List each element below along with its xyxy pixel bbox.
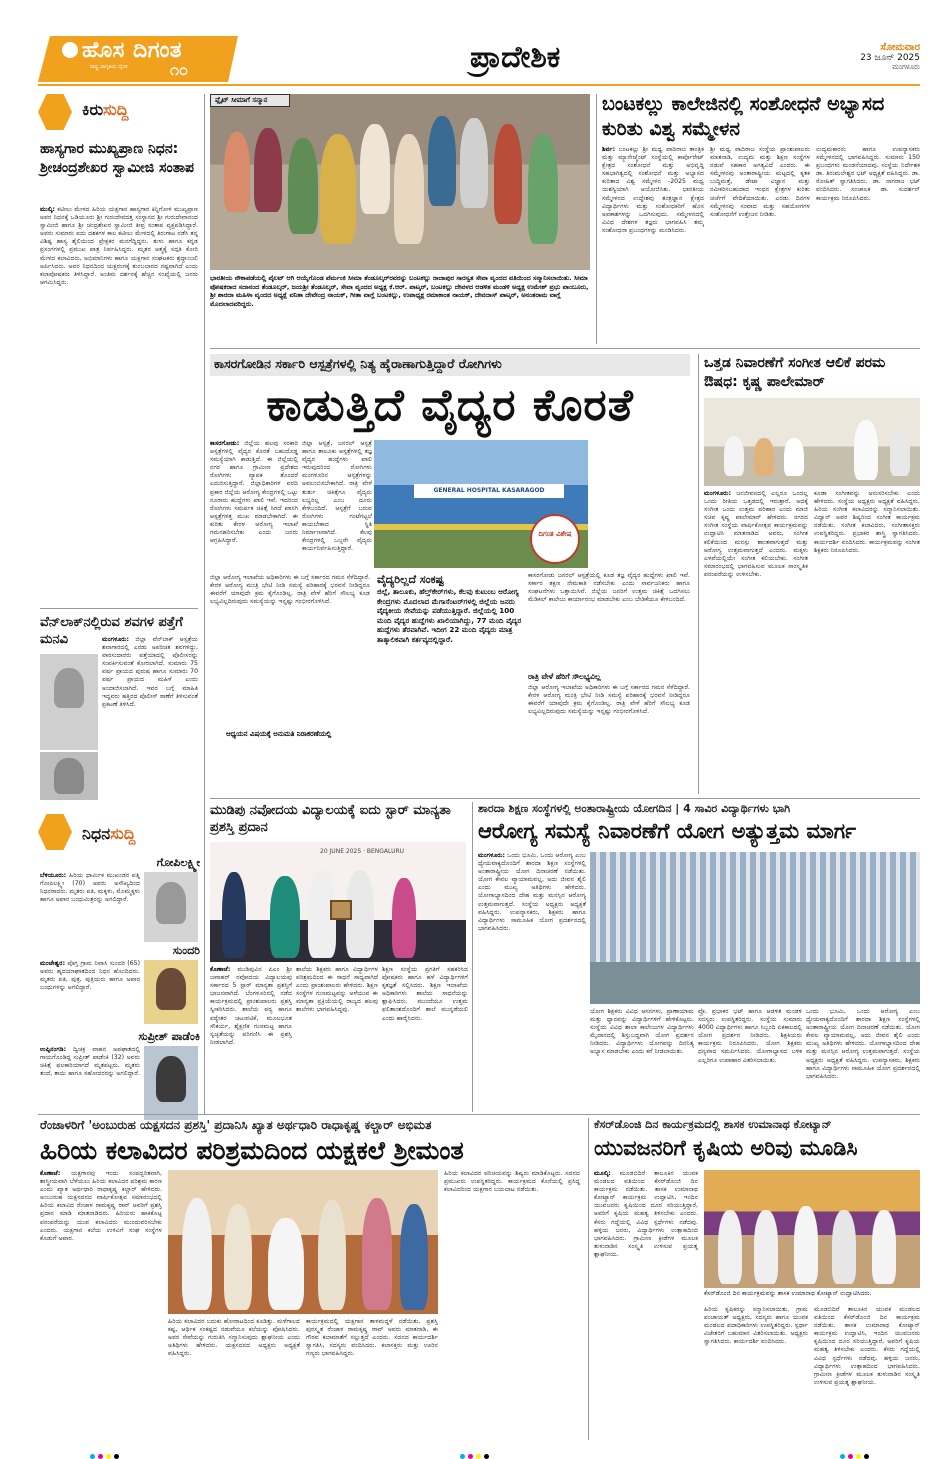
obituary-place: ಮಂಜೇಶ್ವರ: bbox=[40, 960, 66, 967]
music-dateline: ಮಂಗಳೂರು: bbox=[704, 490, 731, 497]
person-silhouette bbox=[854, 420, 878, 480]
hand-point-icon bbox=[38, 94, 72, 130]
doctors-subhead-2: ರಾತ್ರಿ ವೇಳೆ ಹೆರಿಗೆ ಸೌಲಭ್ಯವಿಲ್ಲ bbox=[528, 672, 601, 681]
bantakallu-dateline: ಶಿರ್ವ: bbox=[602, 146, 616, 153]
yoga-ground-photo bbox=[590, 852, 920, 1004]
agri-col3: ಮೂಡಬಿದಿರೆ ತಾಲೂಕಿನ ಯುವಕ ಮಂಡಲದ ವತಿಯಿಂದ ಕೆಸರ್‌ಡೊಂಜಿ ದಿನ ಕಾರ್ಯಕ್ರಮ ನಡೆಯಿತು. ಶಾಸಕ ಉಮಾನಾಥ ಕೋಟ್ಯಾನ್ ಕಾರ್ಯಕ್ರಮ ಉದ್ಘಾಟಿಸಿ, ಇಂದಿನ ಯುವಜನರು ಕೃಷಿಯಿಂದ ದೂರ ಸರಿಯುತ್ತಿದ್ದಾರೆ, ಅವರಿಗೆ ಕೃಷಿಯ ಮಹತ್ವ ತಿಳಿಸಬೇಕು ಎಂದರು. ಕೆಸರು ಗದ್ದೆಯಲ್ಲಿ ವಿವಿಧ ಸ್ಪರ್ಧೆಗಳು ನಡೆದವು. ಹಳ್ಳಿಯ ಜನರು, ವಿದ್ಯಾರ್ಥಿಗಳು ಉತ್ಸಾಹದಿಂದ ಭಾಗವಹಿಸಿದರು. ಗ್ರಾಮೀಣ ಕ್ರೀಡೆಗಳ ಮೂಲಕ ತುಳುನಾಡಿನ ಸಂಸ್ಕೃತಿ ಉಳಿಸುವ ಪ್ರಯತ್ನ ಶ್ಲಾಘನೀಯ. bbox=[814, 1306, 920, 1386]
person-silhouette bbox=[718, 1210, 742, 1284]
deceased-photo-2 bbox=[40, 752, 98, 800]
story1-headline: ಹಾಸ್ಯಗಾರ ಮುಖ್ಯಪ್ರಾಣ ನಿಧನ: ಶ್ರೀಚಂದ್ರಶೇಖರ ಸ್ವಾಮೀಜಿ ಸಂತಾಪ bbox=[40, 141, 195, 176]
person-silhouette bbox=[784, 438, 804, 476]
doctors-kicker: ಕಾಸರಗೋಡಿನ ಸರ್ಕಾರಿ ಆಸ್ಪತ್ರೆಗಳಲ್ಲಿ ನಿತ್ಯ ಹೈರಾಣಾಗುತ್ತಿದ್ದಾರೆ ರೋಗಿಗಳು bbox=[214, 356, 502, 371]
yellow-dot bbox=[106, 1454, 111, 1459]
obituary-name: ಸುಂದರಿ bbox=[172, 944, 200, 957]
person-silhouette bbox=[224, 132, 250, 212]
day-label: ಸೋಮವಾರ bbox=[880, 42, 920, 53]
person-silhouette bbox=[362, 1198, 392, 1310]
music-event-photo bbox=[704, 398, 920, 486]
navodaya-col3: ಶಿಕ್ಷಣ ಸಂಸ್ಥೆಯ ಪ್ರಗತಿಗೆ ಸಹಕರಿಸಿದ ಪೋಷಕರು ಹಾಗೂ ಹಳೆ ವಿದ್ಯಾರ್ಥಿಗಳಿಗೆ ಕೃತಜ್ಞತೆ ಸಲ್ಲಿಸಿದರು. ಶಿಕ್ಷಣ ಇಲಾಖೆಯ ಅಧಿಕಾರಿಗಳು ಶಾಲೆಯ ಸಾಧನೆಯನ್ನು ಶ್ಲಾಘಿಸಿದರು. ಮುಂದೆಯೂ ಉತ್ತಮ ಫಲಿತಾಂಶದೊಂದಿಗೆ ಶಾಲೆ ಮುನ್ನಡೆಯಲಿ ಎಂದು ಹಾರೈಸಿದರು. bbox=[382, 966, 468, 1022]
deceased-photo-1 bbox=[40, 654, 98, 750]
felicitation-caption: ಭಾರತೀಯ ನೌಕಾಪಡೆಯಲ್ಲಿ ಪೈಲಟ್ ಆಗಿ ಆಯ್ಕೆಗೊಂಡ ಪೆರ್ಮಂಕಿ ಸೀಮಾ ತೆಂಡೂಲ್ಕರ್‌ರವರನ್ನು ಬಂಟಕಲ್ಲು ರಾಜಾಪುರ ಸಾರಸ್ವತ ಸೇವಾ ವೃಂದದ ವತಿಯಿಂದ ಸನ್ಮಾನಿಸಲಾಯಿತು. ಸೀಮಾ ಪೋಷಕರಾದ ಸದಾನಂದ ತೆಂಡೂಲ್ಕರ್, ಜಯಶ್ರೀ ತೆಂಡೂಲ್ಕರ್, ಸೇವಾ ವೃಂದದ ಅಧ್ಯಕ್ಷ ಕೆ.ಆರ್. ಪಾಟ್ಕರ್, ಬಂಟಕಲ್ಲು ದೇವಳದ ಆಡಳಿತ ಮಂಡಳಿ ಅಧ್ಯಕ್ಷ ಉಮೇಶ್ ಪ್ರಭು ಪಾಂಬೂರು, ಶ್ರೀ ಶಾರದಾ ಮಹಿಳಾ ವೃಂದದ ಅಧ್ಯಕ್ಷೆ ವನಿತಾ ದೇವೇಂದ್ರ ನಾಯಕ್, ಗೀತಾ ವಾಗ್ಲೆ ಬಂಟಕಲ್ಲು, ಉಪಾಧ್ಯಕ್ಷ ರಮಾಕಾಂತ ನಾಯಕ್, ದೇವದಾಸ್ ಪಾಟ್ಕರ್, ಅನಂತರಾಮ ವಾಗ್ಲೆ ಮೊದಲಾದವರಿದ್ದರು. bbox=[210, 274, 589, 308]
person-silhouette bbox=[400, 1204, 428, 1310]
magenta-dot bbox=[848, 1454, 853, 1459]
yellow-dot bbox=[476, 1454, 481, 1459]
agri-col2: ಹಿರಿಯ ಕೃಷಿಕರನ್ನು ಸನ್ಮಾನಿಸಲಾಯಿತು. ಗ್ರಾಮ ಪಂಚಾಯತ್ ಅಧ್ಯಕ್ಷರು, ಸದಸ್ಯರು ಹಾಗೂ ಯುವಕ ಮಂಡಲದ ಪದಾಧಿಕಾರಿಗಳು ಉಪಸ್ಥಿತರಿದ್ದರು. ಸ್ಪರ್ಧಾ ವಿಜೇತರಿಗೆ ಬಹುಮಾನ ವಿತರಿಸಲಾಯಿತು. ಅಧ್ಯಕ್ಷರು ಸ್ವಾಗತಿಸಿದರು. ಕಾರ್ಯದರ್ಶಿ ವಂದಿಸಿದರು. bbox=[704, 1306, 808, 1346]
yakshagana-col2: ಹಿರಿಯ ಕಲಾವಿದರ ಬದುಕು ಹೋರಾಟದಿಂದ ಕೂಡಿತ್ತು. ಮಳೆಗಾಲದ ಕಷ್ಟ, ಆರ್ಥಿಕ ಸಂಕಷ್ಟದ ನಡುವೆಯೂ ಕಲೆಯನ್ನು ಪೋಷಿಸಿದರು. ಅವರ ಸೇವೆಯನ್ನು ಗುರುತಿಸಿ ಸನ್ಮಾನಿಸುವುದು ಶ್ಲಾಘನೀಯ ಎಂದು ಅತಿಥಿಗಳು ಹೇಳಿದರು. ಯಕ್ಷಸದನದ ಅಧ್ಯಕ್ಷರು ಅಧ್ಯಕ್ಷತೆ ವಹಿಸಿದ್ದರು. bbox=[168, 1318, 300, 1358]
music-text1: ಜನಜೀವನದಲ್ಲಿ ಎಲ್ಲರೂ ಒಂದಲ್ಲ ಒಂದು ರೀತಿಯ ಒತ್ತಡದಲ್ಲಿ ಇರುತ್ತಾರೆ. ಅದಕ್ಕೆ ಸಂಗೀತ ಒಂದು ಉತ್ತಮ ಪರಿಹಾರ ಎಂದು ಮಾಜಿ ಸಚಿವ ಕೃಷ್ಣ ಪಾಲೇಮಾರ್ ಹೇಳಿದರು. ನಗರದ ಸಂಗೀತ ಸಂಸ್ಥೆಯ ವಾರ್ಷಿಕೋತ್ಸವ ಕಾರ್ಯಕ್ರಮವನ್ನು ಉದ್ಘಾಟಿಸಿ ಮಾತನಾಡಿದ ಅವರು, ಸಂಗೀತ ಕಲಿಕೆಯಿಂದ ಮನಸ್ಸು ಶಾಂತವಾಗುತ್ತದೆ ಮತ್ತು ಆರೋಗ್ಯ ಉತ್ತಮವಾಗುತ್ತದೆ ಎಂದರು. ಮಕ್ಕಳು ಎಳವೆಯಲ್ಲಿಯೇ ಸಂಗೀತ ಕಲಿಯಬೇಕು. ಸಂಗೀತ ಸಮಾರಂಭದಲ್ಲಿ ಭಾಗವಹಿಸುವ ಮೂಲಕ ಸಾಂಸ್ಕೃತಿಕ ಪರಂಪರೆಯನ್ನು ಉಳಿಸಬೇಕು. bbox=[704, 490, 808, 578]
nidhana-label-a: ನಿಧನ bbox=[82, 824, 111, 843]
obituary-name: ಸುಪ್ರೀತ್ ಪಾಡೆಂಕಿ bbox=[138, 1030, 200, 1043]
newspaper-tagline: ರಾಷ್ಟ್ರ ಜಾಗೃತಿಯ ದೈನಿಕ bbox=[90, 64, 128, 70]
doctors-box bbox=[376, 572, 524, 740]
date-box bbox=[790, 42, 920, 72]
person-silhouette bbox=[222, 872, 246, 958]
cyan-dot bbox=[840, 1454, 845, 1459]
award-frame bbox=[330, 900, 352, 920]
kiru-suddi-header bbox=[38, 94, 198, 130]
obituary-photo bbox=[144, 872, 198, 942]
lamp-icon bbox=[62, 42, 78, 58]
obituary-body: ಹಿರಿಯ ಧಾರ್ಮಿಕ ಮುಖಂಡರ ಪತ್ನಿ ಗೋಪಿಲಕ್ಷ್ಮೀ (70) ಅವರು ಅಸೌಖ್ಯದಿಂದ ನಿಧನರಾದರು. ಮೃತರು ಪತಿ, ಮಕ್ಕಳು, ಮೊಮ್ಮಕ್ಕಳು ಹಾಗೂ ಅಪಾರ ಬಂಧುಮಿತ್ರರನ್ನು ಅಗಲಿದ್ದಾರೆ. bbox=[40, 872, 140, 904]
city-label: ಮಂಗಳೂರು bbox=[892, 63, 920, 71]
person-silhouette bbox=[268, 1218, 304, 1310]
divider bbox=[38, 1114, 920, 1115]
registration-dots-center bbox=[460, 1444, 492, 1459]
person-silhouette bbox=[254, 128, 282, 212]
bantakallu-col3: ಉದ್ಯಮಕಾರರು ಹಾಗೂ ಉಪನ್ಯಾಸಕರು ಸಮ್ಮೇಳನದಲ್ಲಿ ಭಾಗವಹಿಸಿದ್ದರು. ಸುಮಾರು 150 ಪ್ರಬಂಧಗಳು ಮಂಡನೆಯಾದವು. ಸಂಸ್ಥೆಯ ನಿರ್ದೇಶಕ ಡಾ. ತಿರುಮಲೇಶ್ವರ ಭಟ್ ಅಧ್ಯಕ್ಷತೆ ವಹಿಸಿದ್ದರು. ಡಾ. ರೋಹಿತ್ ಸ್ವಾಗತಿಸಿದರು. ಡಾ. ನಾಗರಾಜ ಭಟ್ ವಂದಿಸಿದರು. ಸಂಚಾಲಕ ಡಾ. ಸುದರ್ಶನ್ ಕಾರ್ಯಕ್ರಮ ನಿರೂಪಿಸಿದರು. bbox=[816, 146, 920, 202]
yoga-col2: ಯೋಗ ಶಿಕ್ಷಕರು ವಿವಿಧ ಆಸನಗಳು, ಪ್ರಾಣಾಯಾಮ ಮತ್ತು ಧ್ಯಾನವನ್ನು ವಿದ್ಯಾರ್ಥಿಗಳಿಗೆ ಹೇಳಿಕೊಟ್ಟರು. ಸಂಸ್ಥೆಯ ವಿವಿಧ ಶಾಲಾ ಕಾಲೇಜುಗಳ ವಿದ್ಯಾರ್ಥಿಗಳು ಮೈದಾನದಲ್ಲಿ ಶಿಸ್ತುಬದ್ಧವಾಗಿ ಯೋಗ ಪ್ರದರ್ಶನ ನೀಡಿದರು. ವಿದ್ಯಾರ್ಥಿಗಳು ಯೋಗವನ್ನು ದಿನನಿತ್ಯ ಅಭ್ಯಾಸ ಮಾಡಬೇಕು ಎಂದು ಕರೆ ನೀಡಲಾಯಿತು. bbox=[590, 1008, 694, 1056]
story2-headline: ವೆನ್‌ಲಾಕ್‌ನಲ್ಲಿರುವ ಶವಗಳ ಪತ್ತೆಗೆ ಮನವಿ bbox=[40, 615, 183, 647]
story2-dateline: ಮಂಗಳೂರು: bbox=[102, 636, 129, 643]
black-dot bbox=[864, 1454, 869, 1459]
story2-text: ಜಿಲ್ಲಾ ವೆನ್‌ಲಾಕ್ ಆಸ್ಪತ್ರೆಯ ಶವಾಗಾರದಲ್ಲಿ ಎರಡು ಅಪರಿಚಿತ ಶವಗಳಿದ್ದು, ವಾರಸುದಾರರು ಪತ್ತೆಯಾದಲ್ಲಿ ಪೊಲೀಸರನ್ನು ಸಂಪರ್ಕಿಸುವಂತೆ ಕೋರಲಾಗಿದೆ. ಸುಮಾರು 75 ವರ್ಷ ಪ್ರಾಯದ ಪುರುಷ ಹಾಗೂ ಸುಮಾರು 70 ವರ್ಷ ಪ್ರಾಯದ ಮಹಿಳೆ ಎಂದು ಅಂದಾಜಿಸಲಾಗಿದೆ. ಇವರ ಬಗ್ಗೆ ಮಾಹಿತಿ ಇದ್ದವರು ಹತ್ತಿರದ ಪೊಲೀಸ್ ಠಾಣೆಗೆ ತಿಳಿಸುವಂತೆ ಪ್ರಕಟಣೆ ತಿಳಿಸಿದೆ. bbox=[102, 636, 198, 708]
agri-headline: ಯುವಜನರಿಗೆ ಕೃಷಿಯ ಅರಿವು ಮೂಡಿಸಿ bbox=[594, 1136, 858, 1160]
yoga-headline: ಆರೋಗ್ಯ ಸಮಸ್ಯೆ ನಿವಾರಣೆಗೆ ಯೋಗ ಅತ್ಯುತ್ತಮ ಮಾರ್ಗ bbox=[478, 819, 856, 843]
obituary-3 bbox=[40, 1030, 200, 1124]
date-label: 23 ಜೂನ್ 2025 bbox=[860, 53, 920, 63]
kesardonji-photo bbox=[704, 1170, 920, 1288]
person-silhouette bbox=[392, 878, 416, 958]
yakshagana-col3: ಕಾರ್ಯಕ್ರಮದಲ್ಲಿ ಯಕ್ಷಗಾನ ತಾಳಮದ್ದಳೆ ನಡೆಯಿತು. ಪ್ರಶಸ್ತಿ ಪುರಸ್ಕೃತ ರೆಂಜಾಳ ರಾಮಕೃಷ್ಣ ರಾವ್ ಅವರು ಮಾತನಾಡಿ, ಈ ಗೌರವ ಕಲಾಮಾತೆಗೆ ಸಲ್ಲುತ್ತದೆ ಎಂದರು. ಸದನದ ಕಾರ್ಯದರ್ಶಿ ಸ್ವಾಗತಿಸಿ, ಸದಸ್ಯರು ವಂದಿಸಿದರು. ಕಲಾಸಕ್ತರು ಮತ್ತು ಊರಿನ ಗಣ್ಯರು ಭಾಗವಹಿಸಿದ್ದರು. bbox=[306, 1318, 438, 1358]
person-silhouette bbox=[224, 1204, 252, 1310]
digantha-special-badge: ದಿಗಂತ ವಿಶೇಷ bbox=[530, 514, 580, 564]
yoga-col3: ಪ್ರೊ. ಪ್ರಭಾಕರ ಭಟ್ ಹಾಗೂ ಆಡಳಿತ ಮಂಡಳಿ ಸದಸ್ಯರು ಉಪಸ್ಥಿತರಿದ್ದರು. ಸಂಸ್ಥೆಯ ಸುಮಾರು 4000 ವಿದ್ಯಾರ್ಥಿಗಳು ಹಾಗೂ ಸಿಬ್ಬಂದಿ ಏಕಕಾಲದಲ್ಲಿ ಯೋಗ ಪ್ರದರ್ಶನ ನೀಡಿದರು. ಶಿಕ್ಷಕಿಯರು ಕಾರ್ಯಕ್ರಮ ನಿರೂಪಿಸಿದರು. ಯೋಗ ಶಿಕ್ಷಕರು ಧನ್ಯವಾದ ಸಮರ್ಪಿಸಿದರು. ಯೋಗಾಭ್ಯಾಸದ ಬಳಿಕ ಎಲ್ಲರಿಗೂ ಉಪಾಹಾರ ವಿತರಿಸಲಾಯಿತು. bbox=[698, 1008, 802, 1064]
person-silhouette bbox=[754, 438, 774, 476]
person-silhouette bbox=[494, 124, 522, 224]
story1-dateline: ಮುಲ್ಕಿ: bbox=[40, 206, 55, 213]
yakshagana-headline: ಹಿರಿಯ ಕಲಾವಿದರ ಪರಿಶ್ರಮದಿಂದ ಯಕ್ಷಕಲೆ ಶ್ರೀಮಂತ bbox=[40, 1136, 464, 1165]
photo-banner: 20 JUNE 2025 · BENGALURU bbox=[320, 848, 405, 855]
ground bbox=[590, 962, 920, 1004]
doctors-col3: ಕಾಸರಗೋಡು ಜನರಲ್ ಆಸ್ಪತ್ರೆಯಲ್ಲಿ ಕೂಡ ತಜ್ಞ ವೈದ್ಯರ ಹುದ್ದೆಗಳು ಖಾಲಿ ಇವೆ. ಸರ್ಕಾರ ತಕ್ಷಣ ನೇಮಕಾತಿ ನಡೆಸಬೇಕು ಎಂದು ಸಾರ್ವಜನಿಕರು ಹಾಗೂ ಸಂಘಟನೆಗಳು ಒತ್ತಾಯಿಸಿವೆ. ಜಿಲ್ಲೆಯ ಜನರಿಗೆ ಉತ್ತಮ ಚಿಕಿತ್ಸೆ ಒದಗಿಸಲು ಮೆಡಿಕಲ್ ಕಾಲೇಜು ಕಾರ್ಯಾರಂಭ ಮಾಡಬೇಕು ಎಂಬ ಬೇಡಿಕೆಯೂ ಕೇಳಿಬಂದಿದೆ. bbox=[528, 572, 690, 604]
felicitation-photo bbox=[210, 94, 590, 270]
obituary-2 bbox=[40, 944, 200, 1026]
doctors-dateline: ಕಾಸರಗೋಡು: bbox=[210, 440, 240, 447]
person-silhouette bbox=[156, 968, 186, 1010]
hospital-sign: GENERAL HOSPITAL KASARAGOD bbox=[414, 484, 564, 498]
person-silhouette bbox=[872, 1210, 896, 1284]
doctors-text1: ಜಿಲ್ಲೆಯ ಹಲವು ಸರಕಾರಿ ಆಸ್ಪತ್ರೆಗಳಲ್ಲಿ ವೈದ್ಯರ ಕೊರತೆ ಬಹುದೊಡ್ಡ ಸಮಸ್ಯೆಯಾಗಿ ಕಾಡುತ್ತಿದೆ. ಈ ಜಿಲ್ಲೆಯಲ್ಲಿ ನಗರ ಹಾಗೂ ಗ್ರಾಮೀಣ ಪ್ರದೇಶದ ರೋಗಿಗಳು ವ್ಯಾಪಕ ತೊಂದರೆ ಎದುರಿಸುತ್ತಿದ್ದಾರೆ. ಜಿಲ್ಲಾಧಿಕಾರಿಗಳ ವರದಿ ಪ್ರಕಾರ ಜಿಲ್ಲೆಯ ಆರೋಗ್ಯ ಕೇಂದ್ರಗಳಲ್ಲಿ ಒಟ್ಟು ನೂರಾರು ಹುದ್ದೆಗಳು ಖಾಲಿ ಇವೆ. ಇದರಿಂದ ರೋಗಿಗಳು ಸಮರ್ಪಕ ಚಿಕಿತ್ಸೆ ಸಿಗದೆ ಖಾಸಗಿ ಆಸ್ಪತ್ರೆಗಳತ್ತ ಮುಖ ಮಾಡಬೇಕಾಗಿದೆ. ಈ ಕುರಿತು ಕೇರಳ ಆರೋಗ್ಯ ಇಲಾಖೆ ಗಮನಹರಿಸಬೇಕು ಎಂದು ಜನರು ಆಗ್ರಹಿಸಿದ್ದಾರೆ. bbox=[210, 440, 298, 545]
agri-caption: ಕೆಸರ್‌ಡೊಂಜಿ ದಿನ ಕಾರ್ಯಕ್ರಮವನ್ನು ಶಾಸಕ ಉಮಾನಾಥ ಕೋಟ್ಯಾನ್ ಉದ್ಘಾಟಿಸಿದರು. bbox=[704, 1290, 872, 1297]
person-silhouette bbox=[428, 116, 456, 206]
obituary-body: ದ್ವಿಚಕ್ರ ವಾಹನ ಅಪಘಾತದಲ್ಲಿ ಗಾಯಗೊಂಡಿದ್ದ ಸುಪ್ರೀತ್ ಪಾಡೆಂಕಿ (32) ಅವರು ಚಿಕಿತ್ಸೆ ಫಲಕಾರಿಯಾಗದೆ ಮೃತಪಟ್ಟರು. ಮೃತರು ತಂದೆ, ತಾಯಿ ಹಾಗೂ ಸಹೋದರರನ್ನು ಅಗಲಿದ್ದಾರೆ. bbox=[40, 1046, 140, 1078]
agri-col1 bbox=[594, 1170, 698, 1440]
newspaper-title: ಹೊಸ ದಿಗಂತ bbox=[82, 38, 183, 63]
photo-tag: ಪ್ಲೈಟ್ ಸೀಮಾಗೆ ಸನ್ಮಾನ bbox=[210, 94, 290, 107]
yoga-kicker: ಶಾರದಾ ಶಿಕ್ಷಣ ಸಂಸ್ಥೆಗಳಲ್ಲಿ ಅಂತಾರಾಷ್ಟ್ರೀಯ ಯೋಗದಿನ | 4 ಸಾವಿರ ವಿದ್ಯಾರ್ಥಿಗಳು ಭಾಗಿ bbox=[478, 802, 791, 815]
obituary-place: ಬೆಳಿಯೂರು: bbox=[40, 872, 67, 879]
page-number: ೧೦ bbox=[170, 60, 188, 79]
story1-body bbox=[40, 206, 198, 606]
music-col2: ಕೂಡಾ ಸಂಗೀತವನ್ನು ಅನುಸರಿಸಬೇಕು ಎಂದು ಹೇಳಿದರು. ಸಂಸ್ಥೆಯ ಅಧ್ಯಕ್ಷರು ಅಧ್ಯಕ್ಷತೆ ವಹಿಸಿದ್ದರು. ಹಿರಿಯ ಸಂಗೀತ ಕಲಾವಿದರನ್ನು ಸನ್ಮಾನಿಸಲಾಯಿತು. ವಿದ್ವಾನ್ ಅವರ ಶಿಷ್ಯರಿಂದ ಸಂಗೀತ ಕಾರ್ಯಕ್ರಮ ನಡೆಯಿತು. ಸಂಗೀತ ಕಲಾವಿದರು, ಸಂಗೀತಾಸಕ್ತರು ಉಪಸ್ಥಿತರಿದ್ದರು. ಪ್ರಭಾಕರ ಶಾಸ್ತ್ರಿ ಸ್ವಾಗತಿಸಿದರು. ಕಾರ್ಯದರ್ಶಿ ವಂದಿಸಿದರು. ಕಾರ್ಯಕ್ರಮವನ್ನು ಸಂಗೀತ ಶಿಕ್ಷಕರು ನಿರೂಪಿಸಿದರು. bbox=[814, 490, 920, 554]
obituary-1 bbox=[40, 856, 200, 938]
divider bbox=[210, 348, 920, 349]
obituary-text bbox=[40, 1046, 140, 1124]
navodaya-headline: ಮುಡಿಪು ನವೋದಯ ವಿದ್ಯಾಲಯಕ್ಕೆ ಐದು ಸ್ಟಾರ್ ಮಾನ್ಯತಾ ಪ್ರಶಸ್ತಿ ಪ್ರದಾನ bbox=[210, 803, 451, 835]
yoga-dateline: ಮಂಗಳೂರು: bbox=[478, 852, 505, 859]
doctors-headline: ಕಾಡುತ್ತಿದೆ ವೈದ್ಯರ ಕೊರತೆ bbox=[266, 380, 634, 431]
person-silhouette bbox=[832, 1210, 856, 1284]
obituary-text bbox=[40, 872, 140, 938]
section-title: ಪ್ರಾದೇಶಿಕ bbox=[470, 40, 561, 75]
person-silhouette bbox=[890, 430, 910, 476]
doctors-subhead-1: ಆಧ್ಯಯನ ವಿಷಯಕ್ಕೆ ಅನುಮತಿ ನಿರಾಕರಣೆಯಲ್ಲಿ bbox=[226, 730, 332, 738]
nidhana-suddi-header bbox=[38, 814, 198, 854]
bantakallu-text1: ಬಂಟಕಲ್ಲು ಶ್ರೀ ಮಧ್ವ ವಾದಿರಾಜ ತಾಂತ್ರಿಕ ಮತ್ತು ಮ್ಯಾನೇಜ್ಮೆಂಟ್ ಸಂಸ್ಥೆಯಲ್ಲಿ ಕಾರ್ಪೊರೇಟ್ ಕ್ಷೇತ್ರದ ಸಂಶೋಧನೆ ಮತ್ತು ಅಭಿವೃದ್ಧಿ ಸಹಭಾಗಿತ್ವದಲ್ಲಿ ಸಂಶೋಧನೆ ಮತ್ತು ಅಭ್ಯಾಸದ ಕುರಿತಾದ ವಿಶ್ವ ಸಮ್ಮೇಳನ -2025 ಮಧ್ವ ಯಶಸ್ವಿಯಾಗಿ ಆಯೋಜಿಸಿತು. ಭಾರತೀಯ ಸಮ್ಮೇಳನದ ಉದ್ದೇಶವು ತಂತ್ರಜ್ಞಾನ ಕ್ಷೇತ್ರದ ವಿದ್ಯಾರ್ಥಿಗಳು ಮತ್ತು ಸಂಶೋಧಕರಿಗೆ ಹೊಸ ಅವಕಾಶಗಳನ್ನು ಒದಗಿಸುವುದು. ಸಮ್ಮೇಳನದಲ್ಲಿ ವಿವಿಧ ದೇಶಗಳ ತಜ್ಞರು ಭಾಗವಹಿಸಿ ತಮ್ಮ ಸಂಶೋಧನಾ ಪ್ರಬಂಧಗಳನ್ನು ಮಂಡಿಸಿದರು. bbox=[602, 146, 704, 234]
registration-dots-left bbox=[90, 1444, 122, 1459]
person-silhouette bbox=[724, 436, 744, 476]
person-silhouette bbox=[156, 882, 186, 924]
agri-dateline: ಮೂಲ್ಕಿ: bbox=[594, 1170, 611, 1177]
person-silhouette bbox=[394, 134, 424, 244]
obituary-name: ಗೋಪಿಲಕ್ಷ್ಮೀ bbox=[156, 856, 200, 869]
kiru-label-b: ಸುದ್ದಿ bbox=[103, 100, 129, 119]
column-rule bbox=[204, 94, 205, 1114]
person-silhouette bbox=[270, 876, 300, 958]
navodaya-col2: ಶಾಲೆಯ ಶಿಕ್ಷಕರು ಹಾಗೂ ವಿದ್ಯಾರ್ಥಿಗಳ ಪರಿಶ್ರಮದಿಂದ ಈ ಸಾಧನೆ ಸಾಧ್ಯವಾಗಿದೆ ಎಂದು ಪ್ರಾಂಶುಪಾಲರು ಹೇಳಿದರು. ಶಿಕ್ಷಣ ಸಂಸ್ಥೆಗಳ ಗುಣಮಟ್ಟವನ್ನು ಅಳೆಯುವ ಈ ಮಾನ್ಯತಾ ಪ್ರಕ್ರಿಯೆಯಲ್ಲಿ ರಾಜ್ಯದ ಹಲವು ಶಾಲೆಗಳು ಭಾಗವಹಿಸಿದ್ದವು. bbox=[296, 966, 378, 1014]
yakshagana-dateline: ಕೊಣಾಜೆ: bbox=[40, 1170, 61, 1177]
person-silhouette bbox=[360, 124, 390, 214]
yakshagana-kicker: ರೆಂಜಾಳರಿಗೆ 'ಅಂಬುರುಹ ಯಕ್ಷಸದನ ಪ್ರಶಸ್ತಿ' ಪ್ರದಾನಿಸಿ ಖ್ಯಾತ ಅರ್ಥಧಾರಿ ರಾಧಾಕೃಷ್ಣ ಕಲ್ಚಾರ್ ಅಭಿಮತ bbox=[40, 1118, 432, 1132]
doctors-box-title: ವೈದ್ಯರಿಲ್ಲದೆ ಸಂಕಷ್ಟ bbox=[377, 573, 444, 586]
navodaya-award-photo bbox=[210, 842, 466, 962]
yoga-col1 bbox=[478, 852, 586, 1104]
music-col1 bbox=[704, 490, 808, 794]
navodaya-col1 bbox=[210, 966, 292, 1106]
column-rule bbox=[588, 1118, 589, 1440]
person-silhouette bbox=[54, 668, 84, 708]
kiru-label-a: ಕಿರು bbox=[82, 100, 104, 119]
column-rule bbox=[472, 802, 473, 1112]
person-silhouette bbox=[460, 118, 488, 208]
divider bbox=[210, 798, 920, 799]
registration-dots-right bbox=[840, 1444, 872, 1459]
obituary-photo bbox=[144, 960, 198, 1024]
yellow-dot bbox=[856, 1454, 861, 1459]
person-silhouette bbox=[156, 1056, 186, 1102]
doctors-col4: ಜಿಲ್ಲಾ ಆರೋಗ್ಯ ಇಲಾಖೆಯ ಅಧಿಕಾರಿಗಳು ಈ ಬಗ್ಗೆ ಸರ್ಕಾರದ ಗಮನ ಸೆಳೆದಿದ್ದಾರೆ. ಕೇರಳ ಆರೋಗ್ಯ ಮಂತ್ರಿ ಭೇಟಿ ನೀಡಿ ಸಮಸ್ಯೆ ಪರಿಹಾರಕ್ಕೆ ಭರವಸೆ ನೀಡಿದ್ದರೂ ಈವರೆಗೆ ಯಾವುದೇ ಕ್ರಮ ಕೈಗೊಂಡಿಲ್ಲ. ರಾತ್ರಿ ವೇಳೆ ಹೆರಿಗೆ ಸೌಲಭ್ಯ ಕೂಡ ಲಭ್ಯವಿಲ್ಲದಿರುವುದು ಸಮಸ್ಯೆಯನ್ನು ಇನ್ನಷ್ಟು ಗಂಭೀರಗೊಳಿಸಿದೆ. bbox=[528, 684, 690, 716]
person-silhouette bbox=[182, 1198, 212, 1310]
magenta-dot bbox=[98, 1454, 103, 1459]
divider bbox=[40, 608, 198, 609]
cyan-dot bbox=[90, 1454, 95, 1459]
person-silhouette bbox=[794, 1206, 818, 1284]
obituary-text bbox=[40, 960, 140, 1026]
person-silhouette bbox=[318, 1200, 346, 1310]
doctors-col2-bottom: ಜಿಲ್ಲಾ ಆರೋಗ್ಯ ಇಲಾಖೆಯ ಅಧಿಕಾರಿಗಳು ಈ ಬಗ್ಗೆ ಸರ್ಕಾರದ ಗಮನ ಸೆಳೆದಿದ್ದಾರೆ. ಕೇರಳ ಆರೋಗ್ಯ ಮಂತ್ರಿ ಭೇಟಿ ನೀಡಿ ಸಮಸ್ಯೆ ಪರಿಹಾರಕ್ಕೆ ಭರವಸೆ ನೀಡಿದ್ದರೂ ಈವರೆಗೆ ಯಾವುದೇ ಕ್ರಮ ಕೈಗೊಂಡಿಲ್ಲ. ರಾತ್ರಿ ವೇಳೆ ಹೆರಿಗೆ ಸೌಲಭ್ಯ ಕೂಡ ಲಭ್ಯವಿಲ್ಲದಿರುವುದು ಸಮಸ್ಯೆಯನ್ನು ಇನ್ನಷ್ಟು ಗಂಭೀರಗೊಳಿಸಿದೆ. bbox=[210, 574, 370, 606]
obituary-place: ಉಪ್ಪಿನಂಗಡಿ: bbox=[40, 1046, 67, 1053]
magenta-dot bbox=[468, 1454, 473, 1459]
story2-body bbox=[102, 636, 198, 806]
column-rule bbox=[698, 354, 699, 794]
obituary-photo bbox=[144, 1046, 198, 1120]
story1-text: ಕಟೀಲು ಮೇಳದ ಹಿರಿಯ ಯಕ್ಷಗಾನ ಹಾಸ್ಯಗಾರ ಕಿನ್ನಿಗೋಳಿ ಮುಖ್ಯಪ್ರಾಣ ಅವರ ನಿಧನಕ್ಕೆ ಒಡಿಯೂರು ಶ್ರೀ ಗುರುದೇವದತ್ತ ಸಂಸ್ಥಾನದ ಶ್ರೀ ಗುರುದೇವಾನಂದ ಸ್ವಾಮೀಜಿ ಹಾಗೂ ಶ್ರೀ ಚಂದ್ರಶೇಖರ ಸ್ವಾಮೀಜಿ ತೀವ್ರ ಸಂತಾಪ ವ್ಯಕ್ತಪಡಿಸಿದ್ದಾರೆ. ಅವರು ಸುಮಾರು ಐದು ದಶಕಗಳ ಕಾಲ ಕಟೀಲು ಮೇಳದಲ್ಲಿ ತಿರುಗಾಟ ನಡೆಸಿ ತನ್ನ ವಿಶಿಷ್ಟ ಹಾಸ್ಯ ಶೈಲಿಯಿಂದ ಪ್ರೇಕ್ಷಕರ ಮನಗೆದ್ದಿದ್ದರು. ತುಳು ಹಾಗೂ ಕನ್ನಡ ಪ್ರಸಂಗಗಳಲ್ಲಿ ಪ್ರಮುಖ ಪಾತ್ರ ನಿರ್ವಹಿಸಿದ್ದರು. ಮೃತರ ಆತ್ಮಕ್ಕೆ ಸದ್ಗತಿ ಕೋರಿ ಮೇಳದ ಕಲಾವಿದರು, ಅಭಿಮಾನಿಗಳು ಹಾಗೂ ಯಕ್ಷಗಾನ ಸಂಘಟಕರು ಶ್ರದ್ಧಾಂಜಲಿ ಅರ್ಪಿಸಿದರು. ಅವರ ನಿಧನದಿಂದ ಯಕ್ಷರಂಗಕ್ಕೆ ತುಂಬಲಾರದ ನಷ್ಟವಾಗಿದೆ ಎಂದು ಕಲಾಪೋಷಕರು ತಿಳಿಸಿದ್ದಾರೆ. ಅಂತಿಮ ದರ್ಶನಕ್ಕೆ ಹೆಚ್ಚಿನ ಸಂಖ್ಯೆಯಲ್ಲಿ ಜನರು ಆಗಮಿಸಿದ್ದರು. bbox=[40, 206, 198, 286]
yoga-text1: ಒಂದು ಭೂಮಿ, ಒಂದು ಆರೋಗ್ಯ ಎಂಬ ಧ್ಯೇಯವಾಕ್ಯದೊಂದಿಗೆ ಶಾರದಾ ಶಿಕ್ಷಣ ಸಂಸ್ಥೆಗಳಲ್ಲಿ ಅಂತಾರಾಷ್ಟ್ರೀಯ ಯೋಗ ದಿನಾಚರಣೆ ನಡೆಯಿತು. ಯೋಗ ಕೇವಲ ವ್ಯಾಯಾಮವಲ್ಲ, ಅದು ಜೀವನ ಶೈಲಿ ಎಂದು ಮುಖ್ಯ ಅತಿಥಿಗಳು ಹೇಳಿದರು. ಯೋಗಾಭ್ಯಾಸದಿಂದ ದೇಹ ಮತ್ತು ಮನಸ್ಸಿನ ಆರೋಗ್ಯ ಉತ್ತಮವಾಗುತ್ತದೆ. ಸಂಸ್ಥೆಯ ಅಧ್ಯಕ್ಷರು ಅಧ್ಯಕ್ಷತೆ ವಹಿಸಿದ್ದರು. ಉಪನ್ಯಾಸಕರು, ಶಿಕ್ಷಕರು ಹಾಗೂ ವಿದ್ಯಾರ್ಥಿಗಳು ಸಾಮೂಹಿಕ ಯೋಗ ಪ್ರದರ್ಶನದಲ್ಲಿ ಭಾಗವಹಿಸಿದರು. bbox=[478, 852, 586, 932]
yoga-col4: ಒಂದು ಭೂಮಿ, ಒಂದು ಆರೋಗ್ಯ ಎಂಬ ಧ್ಯೇಯವಾಕ್ಯದೊಂದಿಗೆ ಶಾರದಾ ಶಿಕ್ಷಣ ಸಂಸ್ಥೆಗಳಲ್ಲಿ ಅಂತಾರಾಷ್ಟ್ರೀಯ ಯೋಗ ದಿನಾಚರಣೆ ನಡೆಯಿತು. ಯೋಗ ಕೇವಲ ವ್ಯಾಯಾಮವಲ್ಲ, ಅದು ಜೀವನ ಶೈಲಿ ಎಂದು ಮುಖ್ಯ ಅತಿಥಿಗಳು ಹೇಳಿದರು. ಯೋಗಾಭ್ಯಾಸದಿಂದ ದೇಹ ಮತ್ತು ಮನಸ್ಸಿನ ಆರೋಗ್ಯ ಉತ್ತಮವಾಗುತ್ತದೆ. ಸಂಸ್ಥೆಯ ಅಧ್ಯಕ್ಷರು ಅಧ್ಯಕ್ಷತೆ ವಹಿಸಿದ್ದರು. ಉಪನ್ಯಾಸಕರು, ಶಿಕ್ಷಕರು ಹಾಗೂ ವಿದ್ಯಾರ್ಥಿಗಳು ಸಾಮೂಹಿಕ ಯೋಗ ಪ್ರದರ್ಶನದಲ್ಲಿ ಭಾಗವಹಿಸಿದರು. bbox=[806, 1008, 920, 1080]
agri-text1: ಮೂಡಬಿದಿರೆ ತಾಲೂಕಿನ ಯುವಕ ಮಂಡಲದ ವತಿಯಿಂದ ಕೆಸರ್‌ಡೊಂಜಿ ದಿನ ಕಾರ್ಯಕ್ರಮ ನಡೆಯಿತು. ಶಾಸಕ ಉಮಾನಾಥ ಕೋಟ್ಯಾನ್ ಕಾರ್ಯಕ್ರಮ ಉದ್ಘಾಟಿಸಿ, ಇಂದಿನ ಯುವಜನರು ಕೃಷಿಯಿಂದ ದೂರ ಸರಿಯುತ್ತಿದ್ದಾರೆ, ಅವರಿಗೆ ಕೃಷಿಯ ಮಹತ್ವ ತಿಳಿಸಬೇಕು ಎಂದರು. ಕೆಸರು ಗದ್ದೆಯಲ್ಲಿ ವಿವಿಧ ಸ್ಪರ್ಧೆಗಳು ನಡೆದವು. ಹಳ್ಳಿಯ ಜನರು, ವಿದ್ಯಾರ್ಥಿಗಳು ಉತ್ಸಾಹದಿಂದ ಭಾಗವಹಿಸಿದರು. ಗ್ರಾಮೀಣ ಕ್ರೀಡೆಗಳ ಮೂಲಕ ತುಳುನಾಡಿನ ಸಂಸ್ಕೃತಿ ಉಳಿಸುವ ಪ್ರಯತ್ನ ಶ್ಲಾಘನೀಯ. bbox=[594, 1170, 698, 1258]
black-dot bbox=[114, 1454, 119, 1459]
navodaya-text1: ಮುಡಿಪುವಿನ ಪಿಎಂ ಶ್ರೀ ಜವಾಹರ್ ನವೋದಯ ವಿದ್ಯಾಲಯವು ಸರ್ಕಾರದ 5 ಸ್ಟಾರ್ ಮಾನ್ಯತಾ ಪ್ರಶಸ್ತಿಗೆ ಭಾಜನವಾಗಿದೆ. ಬೆಂಗಳೂರಿನಲ್ಲಿ ನಡೆದ ಕಾರ್ಯಕ್ರಮದಲ್ಲಿ ಪ್ರಾಂಶುಪಾಲರು ಪ್ರಶಸ್ತಿ ಸ್ವೀಕರಿಸಿದರು. ಶಾಲೆಯ ಪಠ್ಯ ಹಾಗೂ ಪಠ್ಯೇತರ ಚಟುವಟಿಕೆ, ಮೂಲಭೂತ ಸೌಕರ್ಯ, ಶೈಕ್ಷಣಿಕ ಗುಣಮಟ್ಟ ಹಾಗೂ ಸ್ವಚ್ಛತೆಯನ್ನು ಪರಿಗಣಿಸಿ ಈ ಪ್ರಶಸ್ತಿ ನೀಡಲಾಗಿದೆ. bbox=[210, 966, 292, 1046]
yakshagana-award-photo bbox=[168, 1170, 438, 1314]
masthead-rule bbox=[38, 84, 920, 86]
person-silhouette bbox=[754, 1210, 778, 1284]
kiru-suddi-label bbox=[82, 100, 128, 120]
bantakallu-headline: ಬಂಟಕಲ್ಲು ಕಾಲೇಜಿನಲ್ಲಿ ಸಂಶೋಧನೆ ಅಭ್ಯಾಸದ ಕುರಿತು ವಿಶ್ವ ಸಮ್ಮೇಳನ bbox=[602, 93, 885, 140]
yakshagana-text1: ಯಕ್ಷಗಾನವು ಇಂದು ಸಂಪದ್ಭರಿತವಾಗಿ, ಶಾಸ್ತ್ರೀಯವಾಗಿ ಬೆಳೆಯಲು ಹಿರಿಯ ಕಲಾವಿದರ ಪರಿಶ್ರಮ ಕಾರಣ ಎಂದು ಖ್ಯಾತ ಅರ್ಥಧಾರಿ ರಾಧಾಕೃಷ್ಣ ಕಲ್ಚಾರ್ ಹೇಳಿದರು. ಅಂಬುರುಹ ಯಕ್ಷಸದನದ ವಾರ್ಷಿಕೋತ್ಸವ ಸಮಾರಂಭದಲ್ಲಿ ಹಿರಿಯ ಕಲಾವಿದ ರೆಂಜಾಳ ರಾಮಕೃಷ್ಣ ರಾವ್ ಅವರಿಗೆ ಪ್ರಶಸ್ತಿ ಪ್ರದಾನ ಮಾಡಿ ಮಾತನಾಡಿದರು. ಹಿರಿಯರು ಹಾಕಿಕೊಟ್ಟ ಪರಂಪರೆಯನ್ನು ಯುವ ಕಲಾವಿದರು ಮುಂದುವರಿಸಬೇಕು ಎಂದರು. ಯಕ್ಷಗಾನ ಕಲೆಯ ಉಳಿವಿಗೆ ಸಂಘ ಸಂಸ್ಥೆಗಳ ಕೊಡುಗೆ ಅಪಾರ. bbox=[40, 1170, 162, 1242]
bantakallu-col2: ಶ್ರೀ ಮಧ್ವ ವಾದಿರಾಜ ಸಂಸ್ಥೆಯ ಪ್ರಾಂಶುಪಾಲರು ಮಾತನಾಡಿ, ಉದ್ಯಮ ಮತ್ತು ಶಿಕ್ಷಣ ಸಂಸ್ಥೆಗಳ ನಡುವೆ ಸಹಕಾರ ಅಗತ್ಯವಿದೆ ಎಂದರು. ಈ ಸಮ್ಮೇಳನವು ಅಂತಾರಾಷ್ಟ್ರೀಯ ಮಟ್ಟದಲ್ಲಿ ಕೃತಕ ಬುದ್ಧಿಮತ್ತೆ, ಡೇಟಾ ವಿಜ್ಞಾನ ಮತ್ತು ನವೀಕರಿಸಬಹುದಾದ ಇಂಧನ ಕ್ಷೇತ್ರಗಳ ಕುರಿತು ಚರ್ಚೆಗೆ ವೇದಿಕೆಯಾಯಿತು. ಎರಡು ದಿನಗಳ ಸಮ್ಮೇಳನವು ಸಂವಾದ ಮತ್ತು ಸಹಯೋಗಗಳ ಸಂಶೋಧನೆಗೆ ಉತ್ತೇಜನ ನೀಡಿತು. bbox=[710, 146, 810, 218]
yakshagana-col1 bbox=[40, 1170, 162, 1440]
yakshagana-col4: ಹಿರಿಯ ಕಲಾವಿದರ ಪರಿಚಯವನ್ನು ಶಿಷ್ಯರು ಮಾಡಿಕೊಟ್ಟರು. ಸದನದ ಪ್ರಮುಖರು ಉಪಸ್ಥಿತರಿದ್ದರು. ಕಾರ್ಯಕ್ರಮದ ಕೊನೆಯಲ್ಲಿ ಪ್ರಸಿದ್ಧ ಕಲಾವಿದರಿಂದ ಯಕ್ಷಗಾನ ಬಯಲಾಟ ನಡೆಯಿತು. bbox=[444, 1170, 580, 1194]
person-silhouette bbox=[288, 138, 318, 234]
person-silhouette bbox=[54, 758, 84, 794]
navodaya-dateline: ಕೊಣಾಜೆ: bbox=[210, 966, 231, 973]
agri-kicker: ಕೆಸರ್‌ಡೊಂಜಿ ದಿನ ಕಾರ್ಯಕ್ರಮದಲ್ಲಿ ಶಾಸಕ ಉಮಾನಾಥ ಕೋಟ್ಯಾನ್ bbox=[594, 1118, 832, 1131]
doctors-box-text: ಜಿಲ್ಲೆ, ತಾಲೂಕು, ಹೆಲ್ತ್‌ಕೇರ್‌ಗಳು, ಕೆಲವು ಕುಟುಂಬ ಆರೋಗ್ಯ ಕೇಂದ್ರಗಳು ಮೊದಲಾದ ಮೆಗಾಸೆಂಟರ್‌ಗಳಲ್ಲಿ ಜಿಲ್ಲೆಯ ಜನರು ವೈದ್ಯಕೀಯ ಸೇವೆಯನ್ನು ಪಡೆಯುತ್ತಿದ್ದಾರೆ. ಜಿಲ್ಲೆಯಲ್ಲಿ 100 ಮಂದಿ ವೈದ್ಯರ ಹುದ್ದೆಗಳು ಖಾಲಿಯಾಗಿದ್ದು, 77 ಮಂದಿ ವೈದ್ಯರ ಹುದ್ದೆಗಳು ತೆರವಾಗಿವೆ. ಇದೀಗ 22 ಮಂದಿ ವೈದ್ಯರು ಮಾತ್ರ ತಾತ್ಕಾಲಿಕವಾಗಿ ಕರ್ತವ್ಯದಲ್ಲಿದ್ದಾರೆ. bbox=[377, 587, 522, 644]
doctors-col2-top: ಜಿಲ್ಲಾ ಆಸ್ಪತ್ರೆ, ಜನರಲ್ ಆಸ್ಪತ್ರೆ ಹಾಗೂ ತಾಲೂಕು ಆಸ್ಪತ್ರೆಗಳಲ್ಲಿ ತಜ್ಞ ವೈದ್ಯರ ಹುದ್ದೆಗಳು ಖಾಲಿ ಇರುವುದರಿಂದ ರೋಗಿಗಳು ಮಂಗಳೂರಿನ ಆಸ್ಪತ್ರೆಗಳನ್ನು ಅವಲಂಬಿಸಬೇಕಾಗಿದೆ. ರಾತ್ರಿ ವೇಳೆ ತುರ್ತು ಚಿಕಿತ್ಸೆಗೂ ವೈದ್ಯರು ಲಭ್ಯರಿಲ್ಲ ಎಂಬ ದೂರು ಕೇಳಿಬಂದಿದೆ. ಆಸ್ಪತ್ರೆಗೆ ಬರುವ ರೋಗಿಗಳು ಗಂಟೆಗಟ್ಟಲೆ ಕಾಯಬೇಕಾದ ಸ್ಥಿತಿ ನಿರ್ಮಾಣವಾಗಿದೆ. ಕೆಲವು ಕೇಂದ್ರಗಳಲ್ಲಿ ಒಬ್ಬರೇ ವೈದ್ಯರು ಕಾರ್ಯನಿರ್ವಹಿಸುತ್ತಿದ್ದಾರೆ. bbox=[302, 440, 372, 553]
bantakallu-col1 bbox=[602, 146, 704, 342]
nidhana-suddi-label bbox=[82, 824, 136, 844]
black-dot bbox=[484, 1454, 489, 1459]
person-silhouette bbox=[320, 134, 356, 244]
music-headline: ಒತ್ತಡ ನಿವಾರಣೆಗೆ ಸಂಗೀತ ಆಲಿಕೆ ಪರಮ ಔಷಧ: ಕೃಷ್ಣ ಪಾಲೇಮಾರ್ bbox=[704, 355, 886, 390]
hexagon-icon bbox=[38, 814, 72, 850]
nidhana-label-b: ಸುದ್ದಿ bbox=[110, 824, 136, 843]
masthead-logo bbox=[38, 36, 238, 82]
column-rule bbox=[596, 94, 597, 344]
obituary-body: ಪೊಗ್ತ ಗ್ರಾಮ ನಿವಾಸಿ ಸುಂದರಿ (65) ಅವರು ಹೃದಯಾಘಾತದಿಂದ ನಿಧನ ಹೊಂದಿದರು. ಮೃತರು ಪತಿ, ಪುತ್ರ, ಪುತ್ರಿಯರು ಹಾಗೂ ಅಪಾರ ಬಂಧುಗಳನ್ನು ಅಗಲಿದ್ದಾರೆ. bbox=[40, 960, 140, 992]
person-silhouette bbox=[528, 134, 558, 244]
cyan-dot bbox=[460, 1454, 465, 1459]
